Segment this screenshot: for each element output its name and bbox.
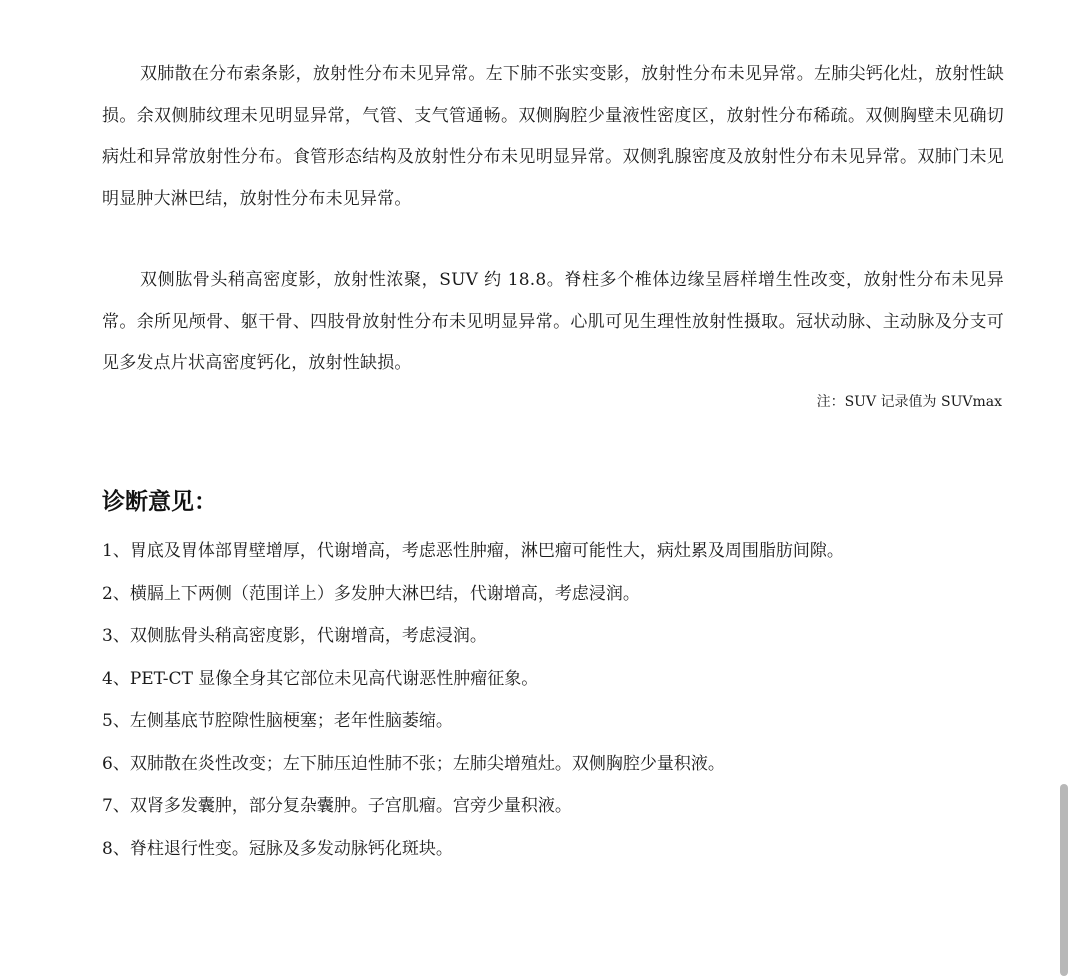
diagnosis-item: 8、脊柱退行性变。冠脉及多发动脉钙化斑块。 (102, 838, 453, 859)
findings-section (102, 54, 1004, 385)
diagnosis-title: 诊断意见： (102, 489, 217, 515)
suv-note: 注：SUV 记录值为 SUVmax (816, 394, 1002, 410)
diagnosis-item: 6、双肺散在炎性改变；左下肺压迫性肺不张；左肺尖增殖灶。双侧胸腔少量积液。 (102, 753, 725, 774)
diagnosis-list (102, 532, 844, 872)
diagnosis-item: 1、胃底及胃体部胃壁增厚，代谢增高，考虑恶性肿瘤，淋巴瘤可能性大，病灶累及周围脂肪间隙。 (102, 541, 844, 561)
vertical-scrollbar-thumb[interactable] (1060, 784, 1068, 976)
findings-paragraph-skeleton: 双侧肱骨头稍高密度影，放射性浓聚，SUV 约 18.8。脊柱多个椎体边缘呈唇样增生性改变，放射性分布未见异常。余所见颅骨、躯干骨、四肢骨放射性分布未见明显异常。心肌可见生理性放射性摄取。冠状动脉、主动脉及分支可见多发点片状高密度钙化，放射性缺损。 (102, 270, 1004, 373)
findings-paragraph-chest: 双肺散在分布索条影，放射性分布未见异常。左下肺不张实变影，放射性分布未见异常。左肺尖钙化灶，放射性缺损。余双侧肺纹理未见明显异常，气管、支气管通畅。双侧胸腔少量液性密度区，放射性分布稀疏。双侧胸壁未见确切病灶和异常放射性分布。食管形态结构及放射性分布未见明显异常。双侧乳腺密度及放射性分布未见异常。双肺门未见明显肿大淋巴结，放射性分布未见异常。 (102, 64, 1004, 209)
diagnosis-item: 2、横膈上下两侧（范围详上）多发肿大淋巴结，代谢增高，考虑浸润。 (102, 583, 640, 604)
diagnosis-item: 7、双肾多发囊肿，部分复杂囊肿。子宫肌瘤。宫旁少量积液。 (102, 796, 572, 816)
diagnosis-item: 5、左侧基底节腔隙性脑梗塞；老年性脑萎缩。 (102, 711, 453, 731)
diagnosis-item: 4、PET-CT 显像全身其它部位未见高代谢恶性肿瘤征象。 (102, 668, 539, 689)
diagnosis-item: 3、双侧肱骨头稍高密度影，代谢增高，考虑浸润。 (102, 626, 487, 646)
